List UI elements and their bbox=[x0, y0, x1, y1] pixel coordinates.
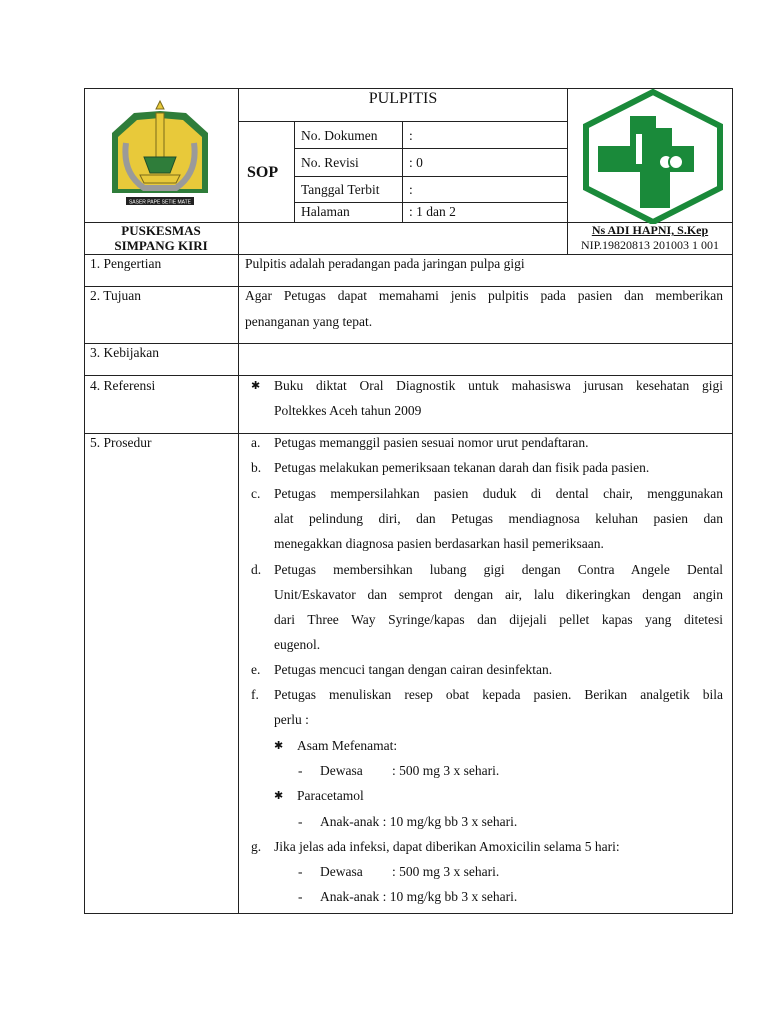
divider bbox=[294, 148, 568, 149]
drug-paracetamol: Paracetamol bbox=[297, 788, 364, 803]
step-text-d-line2: Unit/Eskavator dan semprot dengan air, lalu dikeringkan dengan angin bbox=[274, 587, 723, 602]
dose-label-dewasa: Dewasa bbox=[320, 864, 363, 879]
divider bbox=[84, 286, 733, 287]
step-marker-a: a. bbox=[251, 435, 261, 450]
step-text-d-line1: Petugas membersihkan lubang gigi dengan Contra Angele Dental bbox=[274, 562, 723, 577]
divider bbox=[238, 88, 239, 914]
divider bbox=[84, 375, 733, 376]
meta-value-no-revisi: : 0 bbox=[409, 155, 423, 170]
divider bbox=[294, 176, 568, 177]
step-text-b: Petugas melakukan pemeriksaan tekanan darah dan fisik pada pasien. bbox=[274, 460, 650, 475]
step-text-a: Petugas memanggil pasien sesuai nomor urut pendaftaran. bbox=[274, 435, 589, 450]
dose-label-dewasa: Dewasa bbox=[320, 763, 363, 778]
step-marker-d: d. bbox=[251, 562, 262, 577]
step-text-c-line3: menegakkan diagnosa pasien berdasarkan hasil pemeriksaan. bbox=[274, 536, 604, 551]
divider bbox=[238, 121, 568, 122]
section-text-tujuan-line2: penanganan yang tepat. bbox=[245, 314, 373, 329]
divider bbox=[402, 121, 403, 222]
section-label-kebijakan: 3. Kebijakan bbox=[90, 345, 159, 360]
section-label-tujuan: 2. Tujuan bbox=[90, 288, 142, 303]
section-label-pengertian: 1. Pengertian bbox=[90, 256, 162, 271]
divider bbox=[84, 433, 733, 434]
section-text-referensi-line2: Poltekkes Aceh tahun 2009 bbox=[274, 403, 422, 418]
step-marker-f: f. bbox=[251, 687, 259, 702]
bullet-icon: ✱ bbox=[274, 789, 284, 802]
step-text-d-line4: eugenol. bbox=[274, 637, 321, 652]
dash-icon: - bbox=[298, 864, 303, 879]
dose-value-anak: Anak-anak : 10 mg/kg bb 3 x sehari. bbox=[320, 889, 518, 904]
meta-label-no-revisi: No. Revisi bbox=[301, 155, 359, 170]
section-text-tujuan-line1: Agar Petugas dapat memahami jenis pulpitis pada pasien dan memberikan bbox=[245, 288, 723, 303]
bullet-icon: ✱ bbox=[251, 379, 261, 392]
divider bbox=[84, 254, 733, 255]
document-title: PULPITIS bbox=[368, 90, 438, 107]
meta-value-tanggal-terbit: : bbox=[409, 182, 413, 197]
step-text-c-line2: alat pelindung diri, dan Petugas mendiagnosa keluhan pasien dan bbox=[274, 511, 723, 526]
step-text-f-line2: perlu : bbox=[274, 712, 309, 727]
step-text-c-line1: Petugas mempersilahkan pasien duduk di dental chair, menggunakan bbox=[274, 486, 723, 501]
divider bbox=[294, 202, 568, 203]
section-label-prosedur: 5. Prosedur bbox=[90, 435, 152, 450]
meta-label-halaman: Halaman bbox=[301, 204, 350, 219]
section-text-pengertian: Pulpitis adalah peradangan pada jaringan pulpa gigi bbox=[245, 256, 525, 271]
signer-nip: NIP.19820813 201003 1 001 bbox=[580, 238, 719, 252]
meta-value-halaman: : 1 dan 2 bbox=[409, 204, 456, 219]
step-marker-g: g. bbox=[251, 839, 262, 854]
divider bbox=[84, 343, 733, 344]
step-marker-b: b. bbox=[251, 460, 262, 475]
step-text-g: Jika jelas ada infeksi, dapat diberikan Amoxicilin selama 5 hari: bbox=[274, 839, 620, 854]
org-name-line2: SIMPANG KIRI bbox=[114, 238, 208, 253]
emblem-motto: SASER PAPE SETIE MATE bbox=[128, 199, 192, 206]
drug-asam-mefenamat: Asam Mefenamat: bbox=[297, 738, 398, 753]
meta-label-tanggal-terbit: Tanggal Terbit bbox=[301, 182, 380, 197]
puskesmas-emblem-icon bbox=[104, 93, 216, 217]
step-text-e: Petugas mencuci tangan dengan cairan desinfektan. bbox=[274, 662, 553, 677]
step-marker-e: e. bbox=[251, 662, 261, 677]
meta-label-no-dokumen: No. Dokumen bbox=[301, 128, 378, 143]
dose-value-dewasa: : 500 mg 3 x sehari. bbox=[392, 763, 500, 778]
dose-value-dewasa: : 500 mg 3 x sehari. bbox=[392, 864, 500, 879]
step-marker-c: c. bbox=[251, 486, 261, 501]
step-text-f-line1: Petugas menuliskan resep obat kepada pasien. Berikan analgetik bila bbox=[274, 687, 723, 702]
step-text-d-line3: dari Three Way Syringe/kapas dan dijejali pellet kapas yang ditetesi bbox=[274, 612, 723, 627]
dash-icon: - bbox=[298, 763, 303, 778]
dash-icon: - bbox=[298, 889, 303, 904]
section-label-referensi: 4. Referensi bbox=[90, 378, 156, 393]
org-name-line1: PUSKESMAS bbox=[121, 223, 201, 238]
section-text-referensi-line1: Buku diktat Oral Diagnostik untuk mahasiswa jurusan kesehatan gigi bbox=[274, 378, 723, 393]
meta-value-no-dokumen: : bbox=[409, 128, 413, 143]
signer-name: Ns ADI HAPNI, S.Kep bbox=[591, 223, 709, 237]
puskesmas-cross-logo-icon bbox=[580, 88, 726, 224]
dose-value-anak: Anak-anak : 10 mg/kg bb 3 x sehari. bbox=[320, 814, 518, 829]
bullet-icon: ✱ bbox=[274, 739, 284, 752]
sop-label: SOP bbox=[247, 164, 279, 181]
dash-icon: - bbox=[298, 814, 303, 829]
divider bbox=[294, 121, 295, 222]
